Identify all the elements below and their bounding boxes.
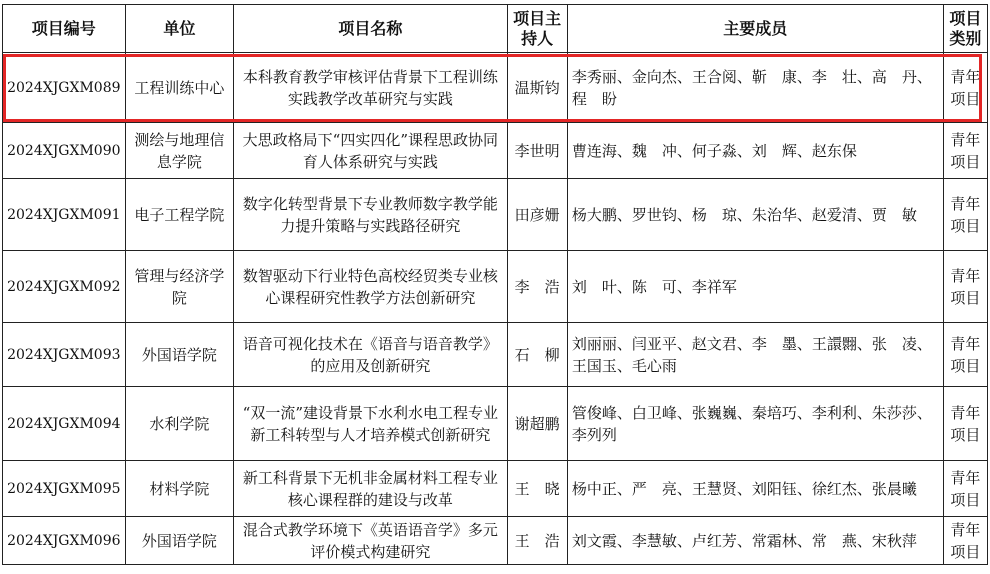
project-host: 温斯钧 (507, 53, 567, 123)
project-unit: 电子工程学院 (125, 179, 234, 251)
project-members: 曹连海、魏 冲、何子淼、刘 辉、赵东保 (567, 123, 943, 179)
project-members: 管俊峰、白卫峰、张巍巍、秦培巧、李利利、朱莎莎、李列列 (567, 387, 943, 461)
header-category: 项目类别 (943, 5, 987, 53)
project-unit: 材料学院 (125, 461, 234, 517)
project-host: 石 柳 (507, 323, 567, 387)
table-row (3, 179, 988, 251)
project-members: 李秀丽、金向杰、王合阅、靳 康、李 壮、高 丹、程 盼 (567, 53, 943, 123)
header-members: 主要成员 (567, 5, 943, 53)
project-name: “双一流”建设背景下水利水电工程专业新工科转型与人才培养模式创新研究 (234, 387, 507, 461)
project-members: 杨中正、严 亮、王慧贤、刘阳钰、徐红杰、张晨曦 (567, 461, 943, 517)
project-unit: 工程训练中心 (125, 53, 234, 123)
project-category: 青年项目 (943, 53, 987, 123)
project-code: 2024XJGXM095 (3, 461, 126, 517)
project-unit: 外国语学院 (125, 323, 234, 387)
project-code: 2024XJGXM096 (3, 517, 126, 565)
table-row (3, 251, 988, 323)
header-row (3, 5, 988, 53)
table-row (3, 517, 988, 565)
project-category: 青年项目 (943, 461, 987, 517)
project-host: 田彦姗 (507, 179, 567, 251)
table-row (3, 53, 988, 123)
project-category: 青年项目 (943, 323, 987, 387)
header-code: 项目编号 (3, 5, 126, 53)
project-name: 新工科背景下无机非金属材料工程专业核心课程群的建设与改革 (234, 461, 507, 517)
project-members: 刘丽丽、闫亚平、赵文君、李 墨、王譞翾、张 凌、王国玉、毛心雨 (567, 323, 943, 387)
project-name: 数智驱动下行业特色高校经贸类专业核心课程研究性教学方法创新研究 (234, 251, 507, 323)
project-host: 李世明 (507, 123, 567, 179)
table-row (3, 123, 988, 179)
project-category: 青年项目 (943, 387, 987, 461)
project-code: 2024XJGXM090 (3, 123, 126, 179)
project-category: 青年项目 (943, 179, 987, 251)
project-category: 青年项目 (943, 123, 987, 179)
project-name: 数字化转型背景下专业教师数字教学能力提升策略与实践路径研究 (234, 179, 507, 251)
project-unit: 外国语学院 (125, 517, 234, 565)
project-name: 本科教育教学审核评估背景下工程训练实践教学改革研究与实践 (234, 53, 507, 123)
project-unit: 水利学院 (125, 387, 234, 461)
project-unit: 测绘与地理信息学院 (125, 123, 234, 179)
project-code: 2024XJGXM094 (3, 387, 126, 461)
header-name: 项目名称 (234, 5, 507, 53)
project-category: 青年项目 (943, 517, 987, 565)
project-name: 语音可视化技术在《语音与语音教学》的应用及创新研究 (234, 323, 507, 387)
project-name: 混合式教学环境下《英语语音学》多元评价模式构建研究 (234, 517, 507, 565)
project-host: 谢超鹏 (507, 387, 567, 461)
project-members: 杨大鹏、罗世钧、杨 琼、朱治华、赵爱清、贾 敏 (567, 179, 943, 251)
project-category: 青年项目 (943, 251, 987, 323)
table-row (3, 387, 988, 461)
project-host: 李 浩 (507, 251, 567, 323)
header-host: 项目主持人 (507, 5, 567, 53)
table-row (3, 323, 988, 387)
project-code: 2024XJGXM089 (3, 53, 126, 123)
project-members: 刘 叶、陈 可、李祥军 (567, 251, 943, 323)
project-unit: 管理与经济学院 (125, 251, 234, 323)
project-name: 大思政格局下“四实四化”课程思政协同育人体系研究与实践 (234, 123, 507, 179)
project-host: 王 浩 (507, 517, 567, 565)
table-row (3, 461, 988, 517)
header-unit: 单位 (125, 5, 234, 53)
project-members: 刘文霞、李慧敏、卢红芳、常霜林、常 燕、宋秋萍 (567, 517, 943, 565)
project-code: 2024XJGXM091 (3, 179, 126, 251)
project-code: 2024XJGXM092 (3, 251, 126, 323)
project-table (2, 4, 988, 565)
project-host: 王 晓 (507, 461, 567, 517)
project-code: 2024XJGXM093 (3, 323, 126, 387)
